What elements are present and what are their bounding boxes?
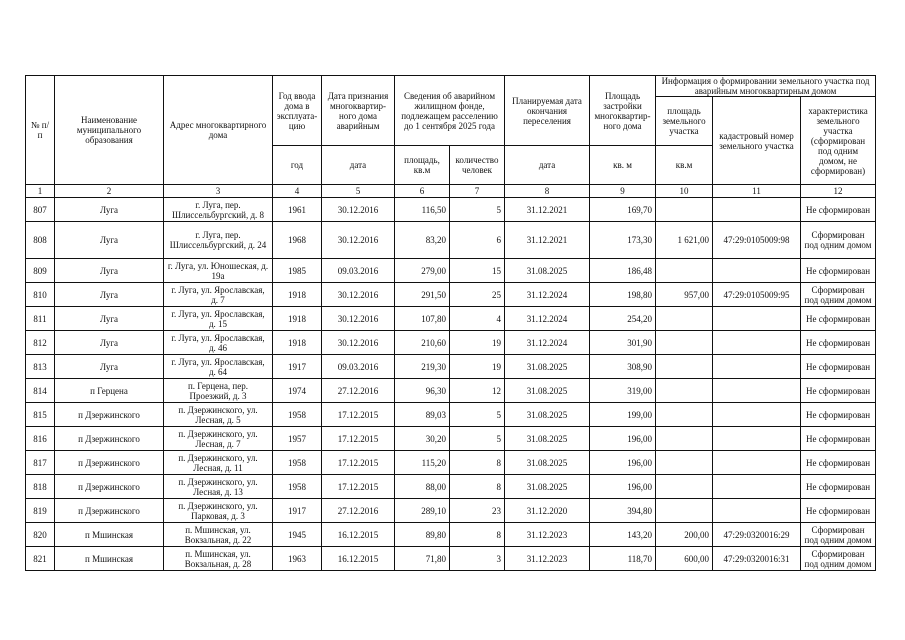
unit-sqm: кв. м <box>590 146 656 185</box>
row-status: Не сформирован <box>801 331 876 355</box>
row-area: 88,00 <box>395 475 450 499</box>
row-area-built: 308,90 <box>590 355 656 379</box>
row-year-built: 1985 <box>273 259 322 283</box>
row-status: Не сформирован <box>801 259 876 283</box>
row-number: 807 <box>26 198 55 222</box>
header-planned-date: Планируемая дата окончания переселения <box>505 76 590 146</box>
header-people: количество человек <box>450 146 505 185</box>
row-area: 96,30 <box>395 379 450 403</box>
row-people: 8 <box>450 451 505 475</box>
row-year-built: 1958 <box>273 403 322 427</box>
row-planned-date: 31.08.2025 <box>505 451 590 475</box>
table-row <box>26 379 876 403</box>
row-address: г. Луга, ул. Ярославская, д. 64 <box>164 355 273 379</box>
row-land-area <box>656 259 713 283</box>
header-address: Адрес многоквартирного дома <box>164 76 273 185</box>
row-year-built: 1945 <box>273 523 322 547</box>
table-row <box>26 222 876 259</box>
row-area: 71,80 <box>395 547 450 571</box>
row-land-area <box>656 307 713 331</box>
row-area-built: 254,20 <box>590 307 656 331</box>
table-row <box>26 307 876 331</box>
header-land-area: площадь земельного участка <box>656 97 713 146</box>
row-cadastral <box>713 451 801 475</box>
row-people: 19 <box>450 331 505 355</box>
row-cadastral <box>713 355 801 379</box>
row-address: п. Дзержинского, ул. Парковая, д. 3 <box>164 499 273 523</box>
row-municipality: п Дзержинского <box>55 475 164 499</box>
row-cadastral <box>713 259 801 283</box>
row-number: 818 <box>26 475 55 499</box>
row-municipality: Луга <box>55 355 164 379</box>
row-people: 25 <box>450 283 505 307</box>
row-people: 5 <box>450 427 505 451</box>
row-planned-date: 31.08.2025 <box>505 475 590 499</box>
row-number: 811 <box>26 307 55 331</box>
header-characteristic: характеристика земельного участка (сформирован под одним домом, не сформирован) <box>801 97 876 185</box>
row-people: 8 <box>450 523 505 547</box>
row-number: 812 <box>26 331 55 355</box>
row-status: Сформирован под одним домом <box>801 547 876 571</box>
row-municipality: Луга <box>55 283 164 307</box>
row-area: 219,30 <box>395 355 450 379</box>
header-municipality: Наименование муниципального образования <box>55 76 164 185</box>
table-row <box>26 499 876 523</box>
row-land-area <box>656 355 713 379</box>
row-date-emergency: 17.12.2015 <box>322 451 395 475</box>
row-date-emergency: 17.12.2015 <box>322 427 395 451</box>
table-row <box>26 427 876 451</box>
row-planned-date: 31.12.2024 <box>505 307 590 331</box>
table-row <box>26 259 876 283</box>
row-cadastral <box>713 307 801 331</box>
row-cadastral: 47:29:0105009:95 <box>713 283 801 307</box>
table-row <box>26 451 876 475</box>
header-num: № п/п <box>26 76 55 185</box>
header-land-info: Информация о формировании земельного участка под аварийным многоквартирным домом <box>656 76 876 97</box>
row-people: 19 <box>450 355 505 379</box>
column-number: 4 <box>273 185 322 198</box>
column-number: 2 <box>55 185 164 198</box>
row-address: г. Луга, пер. Шлиссельбургский, д. 24 <box>164 222 273 259</box>
table-body <box>26 198 876 571</box>
row-area: 30,20 <box>395 427 450 451</box>
row-land-area: 600,00 <box>656 547 713 571</box>
row-people: 15 <box>450 259 505 283</box>
row-number: 817 <box>26 451 55 475</box>
row-area-built: 301,90 <box>590 331 656 355</box>
row-address: п. Дзержинского, ул. Лесная, д. 11 <box>164 451 273 475</box>
row-status: Не сформирован <box>801 403 876 427</box>
row-area-built: 186,48 <box>590 259 656 283</box>
row-cadastral <box>713 379 801 403</box>
row-area: 83,20 <box>395 222 450 259</box>
row-area: 289,10 <box>395 499 450 523</box>
row-year-built: 1968 <box>273 222 322 259</box>
row-land-area <box>656 451 713 475</box>
row-area-built: 394,80 <box>590 499 656 523</box>
row-area-built: 199,00 <box>590 403 656 427</box>
row-area: 115,20 <box>395 451 450 475</box>
table-row <box>26 198 876 222</box>
row-municipality: Луга <box>55 331 164 355</box>
row-municipality: п Герцена <box>55 379 164 403</box>
row-address: п. Герцена, пер. Проезжий, д. 3 <box>164 379 273 403</box>
row-date-emergency: 27.12.2016 <box>322 499 395 523</box>
row-people: 23 <box>450 499 505 523</box>
row-land-area <box>656 331 713 355</box>
row-cadastral <box>713 403 801 427</box>
unit-year: год <box>273 146 322 185</box>
row-date-emergency: 09.03.2016 <box>322 355 395 379</box>
column-number: 8 <box>505 185 590 198</box>
table-row <box>26 331 876 355</box>
row-cadastral <box>713 331 801 355</box>
row-area: 210,60 <box>395 331 450 355</box>
row-date-emergency: 30.12.2016 <box>322 283 395 307</box>
row-date-emergency: 30.12.2016 <box>322 222 395 259</box>
row-municipality: Луга <box>55 198 164 222</box>
row-date-emergency: 16.12.2015 <box>322 523 395 547</box>
column-number: 9 <box>590 185 656 198</box>
row-area-built: 196,00 <box>590 475 656 499</box>
table-row <box>26 355 876 379</box>
row-municipality: п Дзержинского <box>55 403 164 427</box>
row-cadastral <box>713 427 801 451</box>
row-area-built: 173,30 <box>590 222 656 259</box>
row-planned-date: 31.12.2023 <box>505 547 590 571</box>
row-year-built: 1918 <box>273 283 322 307</box>
row-number: 813 <box>26 355 55 379</box>
row-year-built: 1963 <box>273 547 322 571</box>
header-area: площадь, кв.м <box>395 146 450 185</box>
column-number: 10 <box>656 185 713 198</box>
row-status: Не сформирован <box>801 355 876 379</box>
row-people: 8 <box>450 475 505 499</box>
row-cadastral: 47:29:0105009:98 <box>713 222 801 259</box>
row-people: 4 <box>450 307 505 331</box>
row-people: 5 <box>450 403 505 427</box>
row-status: Сформирован под одним домом <box>801 222 876 259</box>
header-date-emergency: Дата признания многоквартир-ного дома аварийным <box>322 76 395 146</box>
housing-table-sheet <box>25 75 872 571</box>
table-row <box>26 403 876 427</box>
row-number: 820 <box>26 523 55 547</box>
row-people: 6 <box>450 222 505 259</box>
column-number: 5 <box>322 185 395 198</box>
column-number: 1 <box>26 185 55 198</box>
row-address: г. Луга, ул. Ярославская, д. 46 <box>164 331 273 355</box>
row-planned-date: 31.08.2025 <box>505 379 590 403</box>
row-area: 89,80 <box>395 523 450 547</box>
row-year-built: 1961 <box>273 198 322 222</box>
row-area: 116,50 <box>395 198 450 222</box>
row-date-emergency: 30.12.2016 <box>322 198 395 222</box>
unit-date: дата <box>322 146 395 185</box>
row-area-built: 196,00 <box>590 451 656 475</box>
row-planned-date: 31.12.2024 <box>505 331 590 355</box>
column-number-row <box>26 185 876 198</box>
row-area: 291,50 <box>395 283 450 307</box>
row-area-built: 198,80 <box>590 283 656 307</box>
row-land-area <box>656 379 713 403</box>
row-municipality: Луга <box>55 222 164 259</box>
row-year-built: 1918 <box>273 307 322 331</box>
row-planned-date: 31.12.2021 <box>505 198 590 222</box>
emergency-housing-table <box>25 75 876 571</box>
row-planned-date: 31.08.2025 <box>505 259 590 283</box>
row-municipality: Луга <box>55 259 164 283</box>
row-date-emergency: 30.12.2016 <box>322 331 395 355</box>
row-date-emergency: 09.03.2016 <box>322 259 395 283</box>
row-land-area <box>656 198 713 222</box>
row-year-built: 1974 <box>273 379 322 403</box>
row-cadastral: 47:29:0320016:31 <box>713 547 801 571</box>
row-number: 815 <box>26 403 55 427</box>
unit-date-planned: дата <box>505 146 590 185</box>
row-planned-date: 31.12.2024 <box>505 283 590 307</box>
row-year-built: 1917 <box>273 355 322 379</box>
row-address: п. Дзержинского, ул. Лесная, д. 13 <box>164 475 273 499</box>
row-number: 809 <box>26 259 55 283</box>
row-land-area <box>656 475 713 499</box>
row-year-built: 1917 <box>273 499 322 523</box>
column-number: 6 <box>395 185 450 198</box>
row-land-area <box>656 427 713 451</box>
row-area: 279,00 <box>395 259 450 283</box>
column-number: 12 <box>801 185 876 198</box>
row-area-built: 143,20 <box>590 523 656 547</box>
row-date-emergency: 17.12.2015 <box>322 475 395 499</box>
row-status: Не сформирован <box>801 307 876 331</box>
row-land-area <box>656 403 713 427</box>
row-number: 819 <box>26 499 55 523</box>
row-date-emergency: 17.12.2015 <box>322 403 395 427</box>
row-address: г. Луга, ул. Юношеская, д. 19а <box>164 259 273 283</box>
row-area-built: 196,00 <box>590 427 656 451</box>
row-area-built: 169,70 <box>590 198 656 222</box>
header-emergency-info: Сведения об аварийном жилищном фонде, подлежащем расселению до 1 сентября 2025 года <box>395 76 505 146</box>
row-cadastral: 47:29:0320016:29 <box>713 523 801 547</box>
row-cadastral <box>713 475 801 499</box>
row-address: г. Луга, ул. Ярославская, д. 7 <box>164 283 273 307</box>
row-year-built: 1918 <box>273 331 322 355</box>
row-municipality: Луга <box>55 307 164 331</box>
row-cadastral <box>713 198 801 222</box>
row-land-area: 200,00 <box>656 523 713 547</box>
unit-sqm-land: кв.м <box>656 146 713 185</box>
row-status: Не сформирован <box>801 198 876 222</box>
row-date-emergency: 16.12.2015 <box>322 547 395 571</box>
row-year-built: 1958 <box>273 451 322 475</box>
row-status: Сформирован под одним домом <box>801 523 876 547</box>
header-cadastral: кадастровый номер земельного участка <box>713 97 801 185</box>
row-address: г. Луга, ул. Ярославская, д. 15 <box>164 307 273 331</box>
row-land-area: 957,00 <box>656 283 713 307</box>
row-year-built: 1958 <box>273 475 322 499</box>
row-municipality: п Дзержинского <box>55 499 164 523</box>
row-municipality: п Мшинская <box>55 547 164 571</box>
table-row <box>26 475 876 499</box>
row-number: 816 <box>26 427 55 451</box>
row-status: Не сформирован <box>801 475 876 499</box>
row-planned-date: 31.12.2023 <box>505 523 590 547</box>
row-address: г. Луга, пер. Шлиссельбургский, д. 8 <box>164 198 273 222</box>
row-status: Не сформирован <box>801 499 876 523</box>
row-municipality: п Дзержинского <box>55 427 164 451</box>
row-area-built: 118,70 <box>590 547 656 571</box>
row-planned-date: 31.12.2020 <box>505 499 590 523</box>
row-land-area <box>656 499 713 523</box>
row-year-built: 1957 <box>273 427 322 451</box>
row-status: Не сформирован <box>801 451 876 475</box>
table-row <box>26 283 876 307</box>
row-cadastral <box>713 499 801 523</box>
row-people: 3 <box>450 547 505 571</box>
row-status: Не сформирован <box>801 379 876 403</box>
header-area-built: Площадь застройки многоквартир-ного дома <box>590 76 656 146</box>
row-planned-date: 31.08.2025 <box>505 427 590 451</box>
row-number: 810 <box>26 283 55 307</box>
row-address: п. Мшинская, ул. Вокзальная, д. 28 <box>164 547 273 571</box>
row-planned-date: 31.12.2021 <box>505 222 590 259</box>
row-address: п. Дзержинского, ул. Лесная, д. 7 <box>164 427 273 451</box>
row-address: п. Мшинская, ул. Вокзальная, д. 22 <box>164 523 273 547</box>
row-number: 821 <box>26 547 55 571</box>
table-row <box>26 547 876 571</box>
row-municipality: п Дзержинского <box>55 451 164 475</box>
row-area: 107,80 <box>395 307 450 331</box>
column-number: 7 <box>450 185 505 198</box>
row-area: 89,03 <box>395 403 450 427</box>
row-municipality: п Мшинская <box>55 523 164 547</box>
row-number: 808 <box>26 222 55 259</box>
row-status: Сформирован под одним домом <box>801 283 876 307</box>
column-number: 3 <box>164 185 273 198</box>
row-date-emergency: 27.12.2016 <box>322 379 395 403</box>
row-date-emergency: 30.12.2016 <box>322 307 395 331</box>
row-planned-date: 31.08.2025 <box>505 403 590 427</box>
row-number: 814 <box>26 379 55 403</box>
row-land-area: 1 621,00 <box>656 222 713 259</box>
row-people: 12 <box>450 379 505 403</box>
row-status: Не сформирован <box>801 427 876 451</box>
row-planned-date: 31.08.2025 <box>505 355 590 379</box>
row-address: п. Дзержинского, ул. Лесная, д. 5 <box>164 403 273 427</box>
row-area-built: 319,00 <box>590 379 656 403</box>
header-year-built: Год ввода дома в эксплуата-цию <box>273 76 322 146</box>
table-row <box>26 523 876 547</box>
column-number: 11 <box>713 185 801 198</box>
row-people: 5 <box>450 198 505 222</box>
